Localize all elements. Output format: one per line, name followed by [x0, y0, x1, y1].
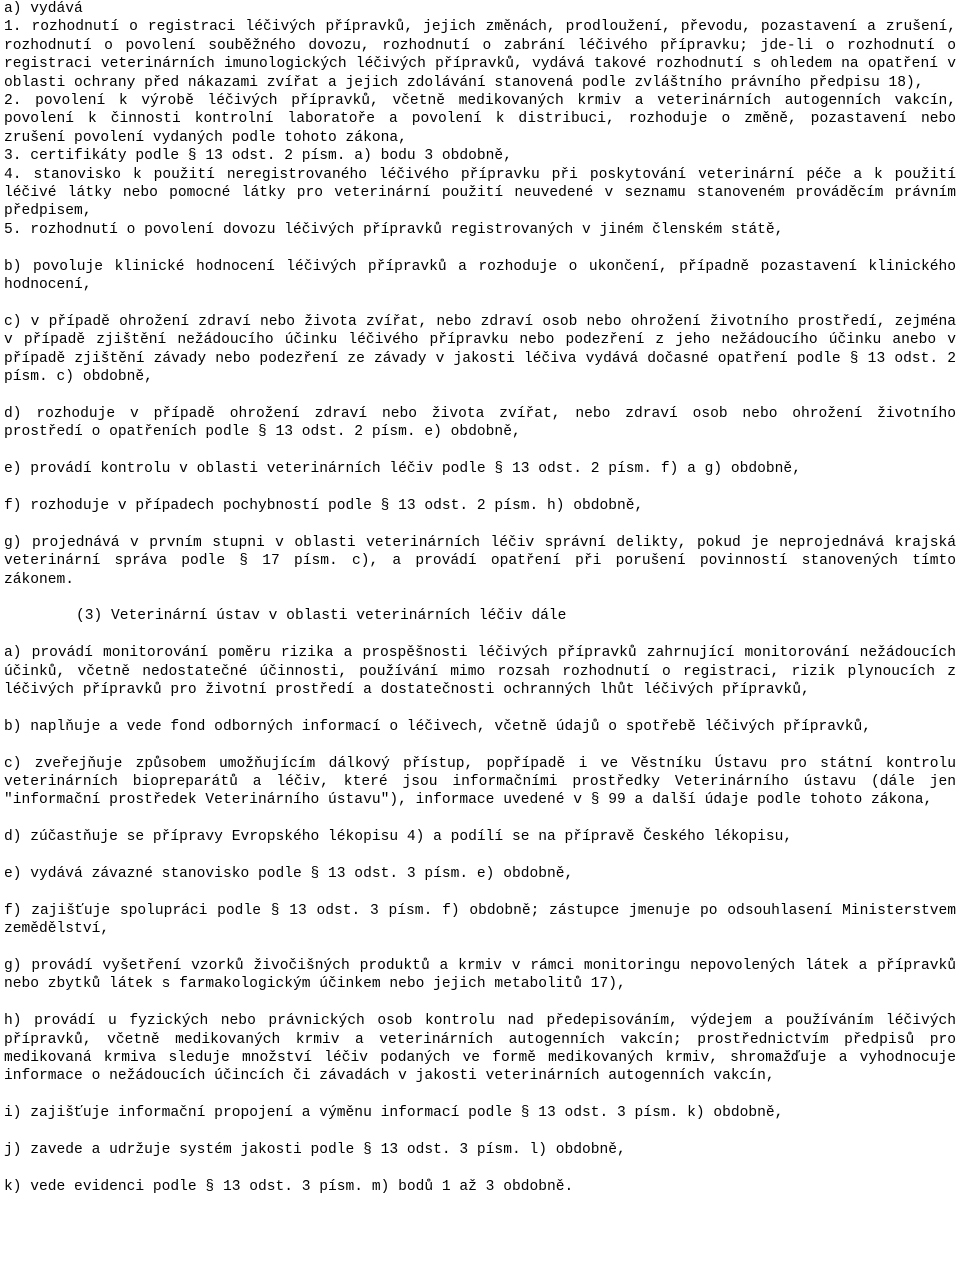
section-3-paragraph-f: f) zajišťuje spolupráci podle § 13 odst. 3 písm. f) obdobně; zástupce jmenuje po odsouhlasení Ministerstvem zemědělství, — [4, 902, 956, 938]
item-5: 5. rozhodnutí o povolení dovozu léčivých přípravků registrovaných v jiném členském státě, — [4, 221, 784, 238]
section-3-paragraph-d: d) zúčastňuje se přípravy Evropského lékopisu 4) a podílí se na přípravě Českého lékopisu, — [4, 829, 793, 846]
item-1: 1. rozhodnutí o registraci léčivých přípravků, jejich změnách, prodloužení, převodu, pozastavení a zrušení, rozhodnutí o povolení souběžného dovozu, rozhodnutí o zabrání léčivého přípravku; jde-li o rozhodnutí o registraci veterinárních imunologických léčivých přípravků, vydává takové rozhodnutí s ohledem na opatření v oblasti ochrany před nákazami zvířat a jejich zdolávání stanovená podle zvláštního právního předpisu 18), — [4, 19, 956, 91]
item-4: 4. stanovisko k použití neregistrovaného léčivého přípravku při poskytování veterinární péče a k použití léčivé látky nebo pomocné látky pro veterinární použití neuvedené v seznamu stanoveném prováděcím právním předpisem, — [4, 166, 956, 220]
section-3-heading: (3) Veterinární ústav v oblasti veterinárních léčiv dále — [76, 608, 567, 625]
section-3-paragraph-c: c) zveřejňuje způsobem umožňujícím dálkový přístup, popřípadě i ve Věstníku Ústavu pro státní kontrolu veterinárních biopreparátů a léčiv, které jsou informačními prostředky Veterinárního ústavu (dále jen "informační prostředek Veterinárního ústavu"), informace uvedené v § 99 a další údaje podle tohoto zákona, — [4, 755, 956, 809]
section-3-paragraph-b: b) naplňuje a vede fond odborných informací o léčivech, včetně údajů o spotřebě léčivých přípravků, — [4, 718, 872, 735]
section-3-paragraph-h: h) provádí u fyzických nebo právnických osob kontrolu nad předepisováním, výdejem a používáním léčivých přípravků, včetně medikovaných krmiv a veterinárních autogenních vakcín; prostřednictvím předpisů pro medikovaná krmiva sleduje množství léčiv podaných ve formě medikovaných krmiv, shromažďuje a vyhodnocuje informace o nežádoucích účincích či závadách v jakosti veterinárních autogenních vakcín, — [4, 1013, 956, 1085]
section-3-paragraph-j: j) zavede a udržuje systém jakosti podle § 13 odst. 3 písm. l) obdobně, — [4, 1141, 626, 1158]
paragraph-d: d) rozhoduje v případě ohrožení zdraví nebo života zvířat, nebo zdraví osob nebo ohrožení životního prostředí o opatřeních podle § 13 odst. 2 písm. e) obdobně, — [4, 405, 956, 441]
item-2: 2. povolení k výrobě léčivých přípravků, včetně medikovaných krmiv a veterinárních autogenních vakcín, povolení k činnosti kontrolní laboratoře a povolení k distribuci, rozhoduje o změně, pozastavení nebo zrušení povolení vydaných podle tohoto zákona, — [4, 93, 956, 146]
paragraph-a: a) vydává — [4, 1, 83, 17]
paragraph-g: g) projednává v prvním stupni v oblasti veterinárních léčiv správní delikty, pokud je neprojednává krajská veterinární správa podle § 17 písm. c), a provádí opatření při porušení povinností stanovených tímto zákonem. — [4, 534, 956, 588]
section-3-paragraph-i: i) zajišťuje informační propojení a výměnu informací podle § 13 odst. 3 písm. k) obdobně, — [4, 1105, 784, 1122]
section-3-paragraph-e: e) vydává závazné stanovisko podle § 13 odst. 3 písm. e) obdobně, — [4, 865, 574, 882]
paragraph-f: f) rozhoduje v případech pochybností podle § 13 odst. 2 písm. h) obdobně, — [4, 497, 644, 514]
section-3-paragraph-g: g) provádí vyšetření vzorků živočišných produktů a krmiv v rámci monitoringu nepovolených látek a přípravků nebo zbytků látek s farmakologickým účinkem nebo jejich metabolitů 17), — [4, 957, 956, 993]
item-3: 3. certifikáty podle § 13 odst. 2 písm. a) bodu 3 obdobně, — [4, 148, 512, 165]
paragraph-b: b) povoluje klinické hodnocení léčivých přípravků a rozhoduje o ukončení, případně pozastavení klinického hodnocení, — [4, 258, 956, 294]
section-3-paragraph-a: a) provádí monitorování poměru rizika a prospěšnosti léčivých přípravků zahrnující monitorování nežádoucích účinků, včetně nedostatečné účinnosti, používání mimo rozsah rozhodnutí o registraci, rizik plynoucích z léčivých přípravků pro životní prostředí a dostatečnosti ochranných lhůt léčivých přípravků, — [4, 645, 956, 698]
paragraph-e: e) provádí kontrolu v oblasti veterinárních léčiv podle § 13 odst. 2 písm. f) a g) obdobně, — [4, 461, 801, 478]
section-3-paragraph-k: k) vede evidenci podle § 13 odst. 3 písm. m) bodů 1 až 3 obdobně. — [4, 1178, 574, 1195]
paragraph-c: c) v případě ohrožení zdraví nebo života zvířat, nebo zdraví osob nebo ohrožení životního prostředí, zejména v případě zjištění nežádoucího účinku léčivého přípravku nebo podezření z jeho nežádoucího účinku anebo v případě zjištění závady nebo podezření ze závady v jakosti léčiva vydává dočasné opatření podle § 13 odst. 2 písm. c) obdobně, — [4, 313, 956, 386]
